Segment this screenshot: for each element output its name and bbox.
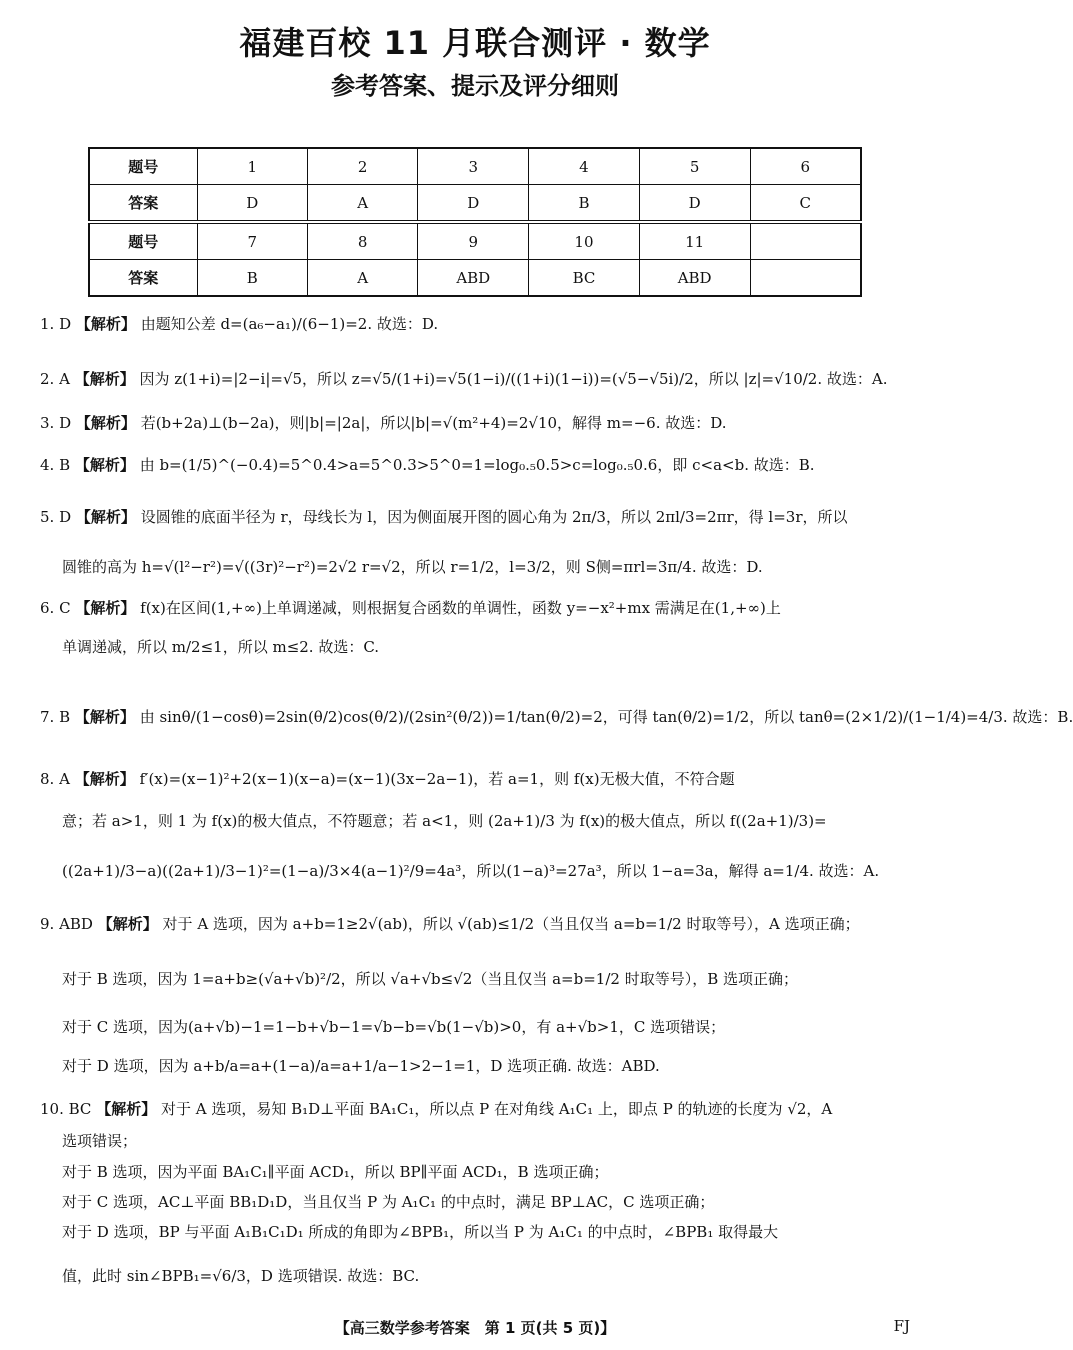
table-cell: 5 <box>639 148 750 185</box>
solution-10-continued: 对于 B 选项，因为平面 BA₁C₁∥平面 ACD₁，所以 BP∥平面 ACD₁，B 选项正确； <box>62 1163 609 1181</box>
solution-text: f′(x)=(x−1)²+2(x−1)(x−a)=(x−1)(3x−2a−1)，若 a=1，则 f(x)无极大值，不符合题 <box>139 770 735 788</box>
answer-table <box>88 147 862 297</box>
table-cell: B <box>529 185 640 223</box>
solution-number: 4. B <box>40 456 71 474</box>
solution-number: 8. A <box>40 770 70 788</box>
solution-4 <box>40 454 910 476</box>
solution-number: 7. B <box>40 708 71 726</box>
analysis-tag: 【解析】 <box>75 599 136 617</box>
analysis-tag: 【解析】 <box>75 508 136 526</box>
table-row <box>89 148 861 185</box>
table-cell: 8 <box>307 222 417 260</box>
solution-2 <box>40 368 910 390</box>
solution-9 <box>40 913 910 935</box>
table-cell: ABD <box>639 260 750 297</box>
table-cell: 10 <box>529 222 640 260</box>
table-row <box>89 185 861 223</box>
solution-text: 设圆锥的底面半径为 r，母线长为 l，因为侧面展开图的圆心角为 2π/3，所以 2πl/3=2πr，得 l=3r，所以 <box>140 508 848 526</box>
table-cell: A <box>307 260 417 297</box>
table-cell: D <box>418 185 529 223</box>
row-label: 题号 <box>89 222 197 260</box>
solution-10-continued: 对于 D 选项，BP 与平面 A₁B₁C₁D₁ 所成的角即为∠BPB₁，所以当 P 为 A₁C₁ 的中点时，∠BPB₁ 取得最大 <box>62 1223 779 1241</box>
analysis-tag: 【解析】 <box>96 1100 157 1118</box>
table-cell: 11 <box>639 222 750 260</box>
table-cell: 7 <box>197 222 307 260</box>
solution-number: 2. A <box>40 370 70 388</box>
solution-text: 对于 A 选项，因为 a+b=1≥2√(ab)，所以 √(ab)≤1/2（当且仅当 a=b=1/2 时取等号），A 选项正确； <box>162 915 860 933</box>
table-cell: 6 <box>750 148 861 185</box>
solution-6-continued: 单调递减，所以 m/2≤1，所以 m≤2. 故选：C. <box>62 638 380 656</box>
solution-5-continued: 圆锥的高为 h=√(l²−r²)=√((3r)²−r²)=2√2 r=√2，所以 r=1/2，l=3/2，则 S侧=πrl=3π/4. 故选：D. <box>62 558 763 576</box>
analysis-tag: 【解析】 <box>97 915 158 933</box>
solution-10-continued: 值，此时 sin∠BPB₁=√6/3，D 选项错误. 故选：BC. <box>62 1267 420 1285</box>
solution-7 <box>40 706 1073 728</box>
analysis-tag: 【解析】 <box>74 708 135 726</box>
row-label: 题号 <box>89 148 197 185</box>
solution-10-continued: 选项错误； <box>62 1132 138 1150</box>
analysis-tag: 【解析】 <box>75 414 136 432</box>
table-cell: D <box>639 185 750 223</box>
solution-text: 由 sinθ/(1−cosθ)=2sin(θ/2)cos(θ/2)/(2sin²(θ/2))=1/tan(θ/2)=2，可得 tan(θ/2)=1/2，所以 tanθ=(2×1/2)/(1−1/4)=4/3. 故选：B. <box>139 708 1073 726</box>
solution-number: 5. D <box>40 508 72 526</box>
solution-9-continued: 对于 B 选项，因为 1=a+b≥(√a+√b)²/2，所以 √a+√b≤√2（当且仅当 a=b=1/2 时取等号），B 选项正确； <box>62 970 798 988</box>
table-cell: 1 <box>197 148 307 185</box>
solution-8 <box>40 768 910 790</box>
table-cell: A <box>307 185 417 223</box>
table-cell: 2 <box>307 148 417 185</box>
table-cell: BC <box>529 260 640 297</box>
solution-text: 若(b+2a)⊥(b−2a)，则|b|=|2a|，所以|b|=√(m²+4)=2√10，解得 m=−6. 故选：D. <box>140 414 727 432</box>
solution-9-continued: 对于 D 选项，因为 a+b/a=a+(1−a)/a=a+1/a−1>2−1=1，D 选项正确. 故选：ABD. <box>62 1057 660 1075</box>
solution-8-continued: 意；若 a>1，则 1 为 f(x)的极大值点，不符题意；若 a<1，则 (2a+1)/3 为 f(x)的极大值点，所以 f((2a+1)/3)= <box>62 812 827 830</box>
solution-10-continued: 对于 C 选项，AC⊥平面 BB₁D₁D，当且仅当 P 为 A₁C₁ 的中点时，满足 BP⊥AC，C 选项正确； <box>62 1193 715 1211</box>
table-row <box>89 260 861 297</box>
region-code: FJ <box>893 1317 910 1335</box>
solution-text: 由 b=(1/5)^(−0.4)=5^0.4>a=5^0.3>5^0=1=log₀.₅0.5>c=log₀.₅0.6，即 c<a<b. 故选：B. <box>139 456 815 474</box>
solution-3 <box>40 412 910 434</box>
row-label: 答案 <box>89 185 197 223</box>
solution-number: 1. D <box>40 315 72 333</box>
table-cell: 3 <box>418 148 529 185</box>
solution-text: 对于 A 选项，易知 B₁D⊥平面 BA₁C₁，所以点 P 在对角线 A₁C₁ 上，即点 P 的轨迹的长度为 √2，A <box>160 1100 833 1118</box>
solution-6 <box>40 597 910 619</box>
table-cell: 9 <box>418 222 529 260</box>
solution-number: 6. C <box>40 599 71 617</box>
solution-9-continued: 对于 C 选项，因为(a+√b)−1=1−b+√b−1=√b−b=√b(1−√b)>0，有 a+√b>1，C 选项错误； <box>62 1018 726 1036</box>
solution-1 <box>40 313 910 335</box>
solution-10 <box>40 1098 910 1120</box>
analysis-tag: 【解析】 <box>75 315 136 333</box>
solution-number: 10. BC <box>40 1100 92 1118</box>
analysis-tag: 【解析】 <box>74 456 135 474</box>
solution-number: 9. ABD <box>40 915 93 933</box>
solution-8-continued: ((2a+1)/3−a)((2a+1)/3−1)²=(1−a)/3×4(a−1)²/9=4a³，所以(1−a)³=27a³，所以 1−a=3a，解得 a=1/4. 故选：A. <box>62 862 880 880</box>
table-cell <box>750 260 861 297</box>
table-cell: D <box>197 185 307 223</box>
table-cell: ABD <box>418 260 529 297</box>
table-cell <box>750 222 861 260</box>
row-label: 答案 <box>89 260 197 297</box>
table-row <box>89 222 861 260</box>
analysis-tag: 【解析】 <box>74 370 135 388</box>
page-footer: 【高三数学参考答案 第 1 页(共 5 页)】 <box>334 1319 616 1337</box>
table-cell: C <box>750 185 861 223</box>
solution-text: 因为 z(1+i)=|2−i|=√5，所以 z=√5/(1+i)=√5(1−i)/((1+i)(1−i))=(√5−√5i)/2，所以 |z|=√10/2. 故选：A. <box>139 370 888 388</box>
solution-text: 由题知公差 d=(a₆−a₁)/(6−1)=2. 故选：D. <box>140 315 439 333</box>
table-cell: B <box>197 260 307 297</box>
solution-text: f(x)在区间(1,+∞)上单调递减，则根据复合函数的单调性，函数 y=−x²+mx 需满足在(1,+∞)上 <box>140 599 781 617</box>
page-subtitle: 参考答案、提示及评分细则 <box>331 72 619 100</box>
analysis-tag: 【解析】 <box>74 770 135 788</box>
solution-5 <box>40 506 910 528</box>
solution-number: 3. D <box>40 414 72 432</box>
table-cell: 4 <box>529 148 640 185</box>
page-title: 福建百校 11 月联合测评 · 数学 <box>239 24 711 62</box>
